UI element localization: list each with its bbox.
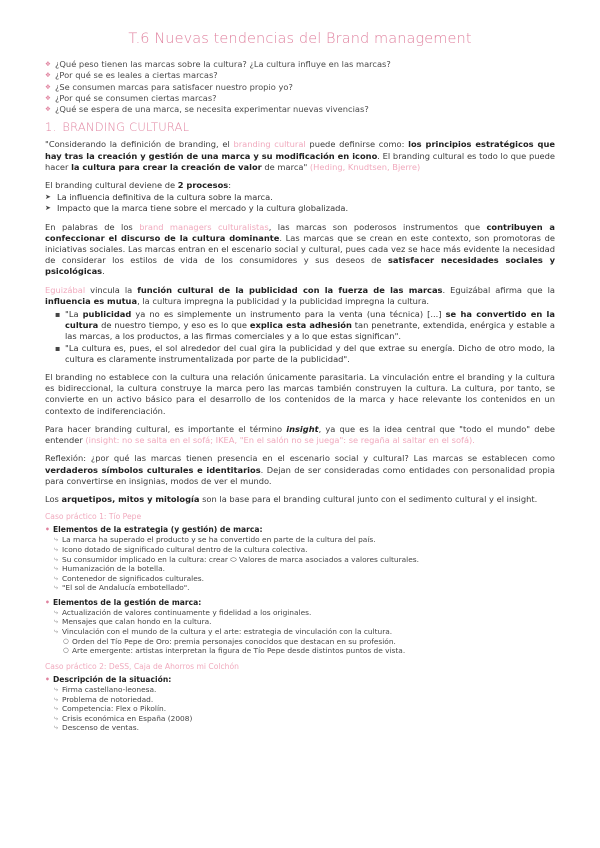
brand-managers-paragraph <box>45 222 555 278</box>
case-item: ⤷ Su consumidor implicado en la cultura: crear ⬭ Valores de marca asociados a valores culturales. <box>54 555 555 565</box>
question-item: ❖ ¿Qué peso tienen las marcas sobre la cultura? ¿La cultura influye en las marcas? <box>45 59 555 70</box>
text-run: El branding cultural deviene de <box>45 180 178 191</box>
highlight-term: brand managers culturalistas <box>139 221 269 232</box>
question-item: ❖ ¿Qué se espera de una marca, se necesita experimentar nuevas vivencias? <box>45 104 555 115</box>
reflection-paragraph <box>45 453 555 487</box>
quotes-list <box>55 309 555 365</box>
text-run: son la base para el branding cultural junto con el sedimento cultural y el insight. <box>199 493 538 504</box>
question-item: ❖ ¿Por qué se consumen ciertas marcas? <box>45 93 555 104</box>
case-category: • Elementos de la estrategia (y gestión) de marca: <box>45 525 555 535</box>
text-run: . Dejan de ser consideradas como entidades con personalidad propia para convertirse en insignias, modos de ver el mundo. <box>45 464 555 486</box>
text-run: de marca" <box>261 161 310 172</box>
text-run: "Considerando la definición de branding, el <box>45 139 234 150</box>
questions-list <box>45 59 555 115</box>
text-run: . El branding cultural es todo lo que puede hacer <box>45 150 555 172</box>
text-run: . Las marcas que se crean en este contexto, son promotoras de iniciativas sociales. Las marcas entran en el escenario social y cultural, pues cada vez se hace más evidente la necesidad de considerar los estilos de vida de los consumidores y sus deseos de <box>45 232 555 266</box>
text-run: ya no es simplemente un instrumento para la venta (una técnica) [...] <box>131 309 446 320</box>
text-run: Reflexión: ¿por qué las marcas tienen presencia en el escenario social y cultural? Las marcas se establecen como <box>45 453 555 464</box>
question-item: ❖ ¿Se consumen marcas para satisfacer nuestro propio yo? <box>45 82 555 93</box>
case-subitem: ○ Orden del Tío Pepe de Oro: premia personajes conocidos que destacan en su profesión. <box>63 637 555 647</box>
case-category: • Elementos de la gestión de marca: <box>45 598 555 608</box>
highlight-term: branding cultural <box>233 139 306 150</box>
case-item: ⤷ Crisis económica en España (2008) <box>54 714 555 724</box>
case-subitems-list <box>63 637 555 656</box>
bold-text: contribuyen a confeccionar el discurso de la cultura dominante <box>45 221 556 243</box>
bold-text: insight <box>286 423 319 434</box>
text-run: "La cultura es, pues, el sol alrededor del cual gira la publicidad y del que extrae su energía. Dicho de otro modo, la cultura es claramente instrumentalizada por parte de la publicidad". <box>65 342 555 364</box>
process-item: ➤ La influencia definitiva de la cultura sobre la marca. <box>45 192 555 203</box>
case-item: ⤷ Descenso de ventas. <box>54 723 555 733</box>
case-item: ⤷ Mensajes que calan hondo en la cultura. <box>54 617 555 627</box>
case-item: ⤷ Contenedor de significados culturales. <box>54 574 555 584</box>
section-title: BRANDING CULTURAL <box>62 120 190 135</box>
text-run: . <box>102 266 105 277</box>
case-item: ⤷ Actualización de valores continuamente y fidelidad a los originales. <box>54 608 555 618</box>
bold-text: verdaderos símbolos culturales e identitarios <box>45 464 261 475</box>
case-subitem: ○ Arte emergente: artistas interpretan la figura de Tío Pepe desde distintos puntos de vista. <box>63 646 555 656</box>
case-item: ⤷ Problema de notoriedad. <box>54 695 555 705</box>
archetypes-paragraph <box>45 494 555 505</box>
bold-text: función cultural de la publicidad con la fuerza de las marcas <box>137 284 443 295</box>
quote-item <box>55 343 555 365</box>
bidirectional-paragraph: El branding no establece con la cultura una relación únicamente parasitaria. La vinculación entre el branding y la cultura es bidireccional, la cultura construye la marca pero las marcas también construyen la cultura. La cultura, por tanto, se convierte en un activo básico para el desarrollo de los contenidos de la marca y hace relevante los contenidos en un contexto de indiferenciación. <box>45 372 555 416</box>
bold-text: la cultura para crear la creación de valor <box>71 161 262 172</box>
text-run: vincula la <box>85 284 138 295</box>
case-item: ⤷ Firma castellano-leonesa. <box>54 685 555 695</box>
case-category: • Descripción de la situación: <box>45 675 555 685</box>
bold-text: influencia es mutua <box>45 295 138 306</box>
bold-text: arquetipos, mitos y mitología <box>61 493 200 504</box>
process-item: ➤ Impacto que la marca tiene sobre el mercado y la cultura globalizada. <box>45 203 555 214</box>
case-item: ⤷ "El sol de Andalucía embotellado". <box>54 583 555 593</box>
bold-text: se ha convertido en la cultura <box>65 309 555 331</box>
example-note: (insight: no se salta en el sofá; IKEA, "En el salón no se juega": se regaña al saltar en el sofá). <box>85 435 475 446</box>
question-item: ❖ ¿Por qué se es leales a ciertas marcas? <box>45 70 555 81</box>
bold-text: satisfacer necesidades sociales y psicológicas <box>45 255 555 277</box>
case-study-title: Caso práctico 2: DeSS, Caja de Ahorros mi Colchón <box>45 661 239 671</box>
bold-text: publicidad <box>82 309 132 320</box>
citation: (Heding, Knudtsen, Bjerre) <box>309 161 421 172</box>
text-run: , la cultura impregna la publicidad y la publicidad impregna la cultura. <box>137 295 430 306</box>
processes-list <box>45 192 555 214</box>
definition-paragraph <box>45 139 555 173</box>
text-run: de nuestro tiempo, y eso es lo que <box>98 320 250 331</box>
highlight-term: Eguizábal <box>45 284 86 295</box>
case-items-list <box>54 608 555 637</box>
bold-text: los principios estratégicos que hay tras la creación y gestión de una marca y su modificación en icono <box>45 139 555 161</box>
quote-item <box>55 309 555 343</box>
text-run: : <box>228 180 232 191</box>
eguizabal-paragraph <box>45 285 555 307</box>
case-study-title: Caso práctico 1: Tío Pepe <box>45 512 142 522</box>
text-run: . Eguizábal afirma que la <box>442 284 555 295</box>
page-title: T.6 Nuevas tendencias del Brand management <box>128 31 472 47</box>
insight-paragraph <box>45 424 555 446</box>
processes-intro <box>45 180 555 191</box>
text-run: En palabras de los <box>45 221 140 232</box>
text-run: Los <box>45 493 62 504</box>
text-run: , las marcas son poderosos instrumentos que <box>268 221 487 232</box>
text-run: tan penetrante, extendida, enérgica y estable a las marcas, a los productos, a las firmas comerciales y a lo que estas significan". <box>65 320 555 342</box>
case-item: ⤷ Competencia: Flex o Pikolín. <box>54 704 555 714</box>
case-items-list <box>54 685 555 733</box>
text-run: Para hacer branding cultural, es importante el término <box>45 423 287 434</box>
case-item: ⤷ Icono dotado de significado cultural dentro de la cultura colectiva. <box>54 545 555 555</box>
bold-text: 2 procesos <box>177 180 229 191</box>
text-run: puede definirse como: <box>305 139 409 150</box>
case-items-list <box>54 535 555 593</box>
case-item: ⤷ La marca ha superado el producto y se ha convertido en parte de la cultura del país. <box>54 535 555 545</box>
text-run: , ya que es la idea central que "todo el mundo" debe entender <box>45 423 555 446</box>
text-run: "La <box>65 309 83 320</box>
case-item: ⤷ Vinculación con el mundo de la cultura y el arte: estrategia de vinculación con la cultura. <box>54 627 555 637</box>
section-number: 1. <box>45 120 57 135</box>
case-item: ⤷ Humanización de la botella. <box>54 564 555 574</box>
section-heading <box>45 122 555 133</box>
bold-text: explica esta adhesión <box>249 320 352 331</box>
